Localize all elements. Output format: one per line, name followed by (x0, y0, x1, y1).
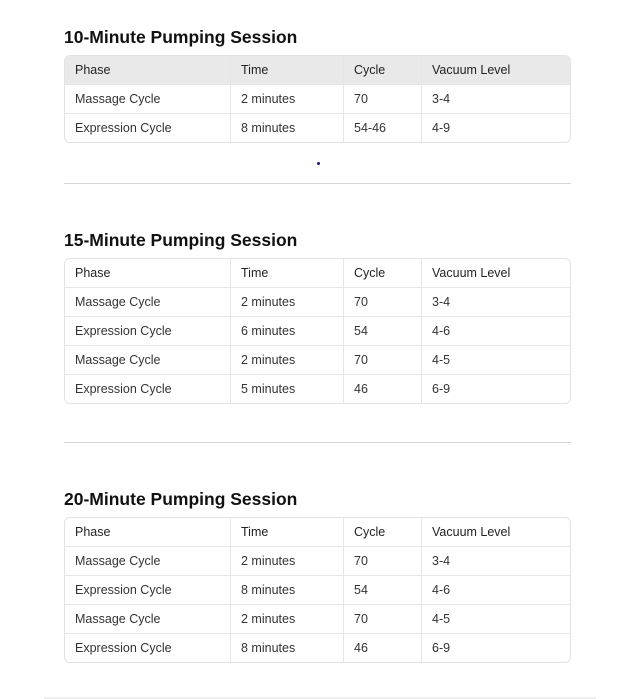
cell-phase: Massage Cycle (65, 85, 231, 114)
cell-cycle: 70 (344, 288, 422, 317)
cell-phase: Expression Cycle (65, 576, 231, 605)
cell-time: 8 minutes (231, 576, 344, 605)
cell-time: 2 minutes (231, 605, 344, 634)
cell-cycle: 70 (344, 547, 422, 576)
session-table (64, 258, 571, 404)
column-header-phase: Phase (65, 518, 231, 547)
cell-vacuum-level: 3-4 (422, 85, 570, 114)
table-row (65, 317, 570, 346)
column-header-time: Time (231, 259, 344, 288)
cell-phase: Expression Cycle (65, 114, 231, 142)
cell-cycle: 46 (344, 375, 422, 403)
column-header-time: Time (231, 518, 344, 547)
cell-phase: Massage Cycle (65, 547, 231, 576)
cell-cycle: 70 (344, 605, 422, 634)
table-row (65, 634, 570, 662)
cell-vacuum-level: 4-6 (422, 317, 570, 346)
column-header-cycle: Cycle (344, 518, 422, 547)
cell-vacuum-level: 4-5 (422, 346, 570, 375)
cell-time: 8 minutes (231, 114, 344, 142)
session-15-min (64, 228, 571, 404)
column-header-cycle: Cycle (344, 56, 422, 85)
cell-time: 8 minutes (231, 634, 344, 662)
table-row (65, 85, 570, 114)
column-header-phase: Phase (65, 259, 231, 288)
table-header-row (65, 259, 570, 288)
cell-vacuum-level: 4-9 (432, 121, 451, 135)
column-header-time: Time (231, 56, 344, 85)
section-divider (64, 442, 571, 443)
cell-time: 5 minutes (231, 375, 344, 403)
decorative-dot (317, 162, 320, 165)
cell-time: 2 minutes (231, 547, 344, 576)
column-header-cycle: Cycle (344, 259, 422, 288)
session-10-min (64, 25, 571, 143)
cell-phase: Expression Cycle (65, 375, 231, 403)
table-row (65, 605, 570, 634)
cell-cycle: 70 (344, 85, 422, 114)
cell-time: 2 minutes (231, 346, 344, 375)
cell-time: 6 minutes (231, 317, 344, 346)
cell-vacuum-level: 6-9 (432, 641, 451, 655)
session-title: 15-Minute Pumping Session (64, 230, 298, 250)
column-header-vacuum-level: Vacuum Level (422, 56, 570, 85)
cell-cycle: 54 (344, 317, 422, 346)
table-header-row (65, 56, 570, 85)
table-row (65, 375, 570, 403)
section-divider (64, 183, 571, 184)
table-row (65, 547, 570, 576)
cell-phase: Massage Cycle (65, 346, 231, 375)
cell-vacuum-level: 6-9 (432, 382, 451, 396)
session-20-min (64, 487, 571, 663)
cell-cycle: 70 (344, 346, 422, 375)
cell-vacuum-level: 4-5 (422, 605, 570, 634)
cell-phase: Expression Cycle (65, 317, 231, 346)
column-header-vacuum-level: Vacuum Level (422, 518, 570, 547)
cell-vacuum-level: 4-6 (422, 576, 570, 605)
cell-phase: Expression Cycle (65, 634, 231, 662)
table-row (65, 346, 570, 375)
session-table (64, 55, 571, 143)
cell-time: 2 minutes (231, 288, 344, 317)
session-title: 10-Minute Pumping Session (64, 27, 298, 47)
session-table (64, 517, 571, 663)
table-row (65, 576, 570, 605)
cell-cycle: 54 (344, 576, 422, 605)
cell-vacuum-level: 3-4 (422, 288, 570, 317)
cell-phase: Massage Cycle (65, 605, 231, 634)
cell-vacuum-level: 3-4 (422, 547, 570, 576)
cell-time: 2 minutes (231, 85, 344, 114)
cell-cycle: 54-46 (344, 114, 422, 142)
table-header-row (65, 518, 570, 547)
column-header-phase: Phase (65, 56, 231, 85)
cell-phase: Massage Cycle (65, 288, 231, 317)
table-row (65, 114, 570, 142)
session-title: 20-Minute Pumping Session (64, 489, 298, 509)
cell-cycle: 46 (344, 634, 422, 662)
column-header-vacuum-level: Vacuum Level (422, 259, 570, 288)
table-row (65, 288, 570, 317)
